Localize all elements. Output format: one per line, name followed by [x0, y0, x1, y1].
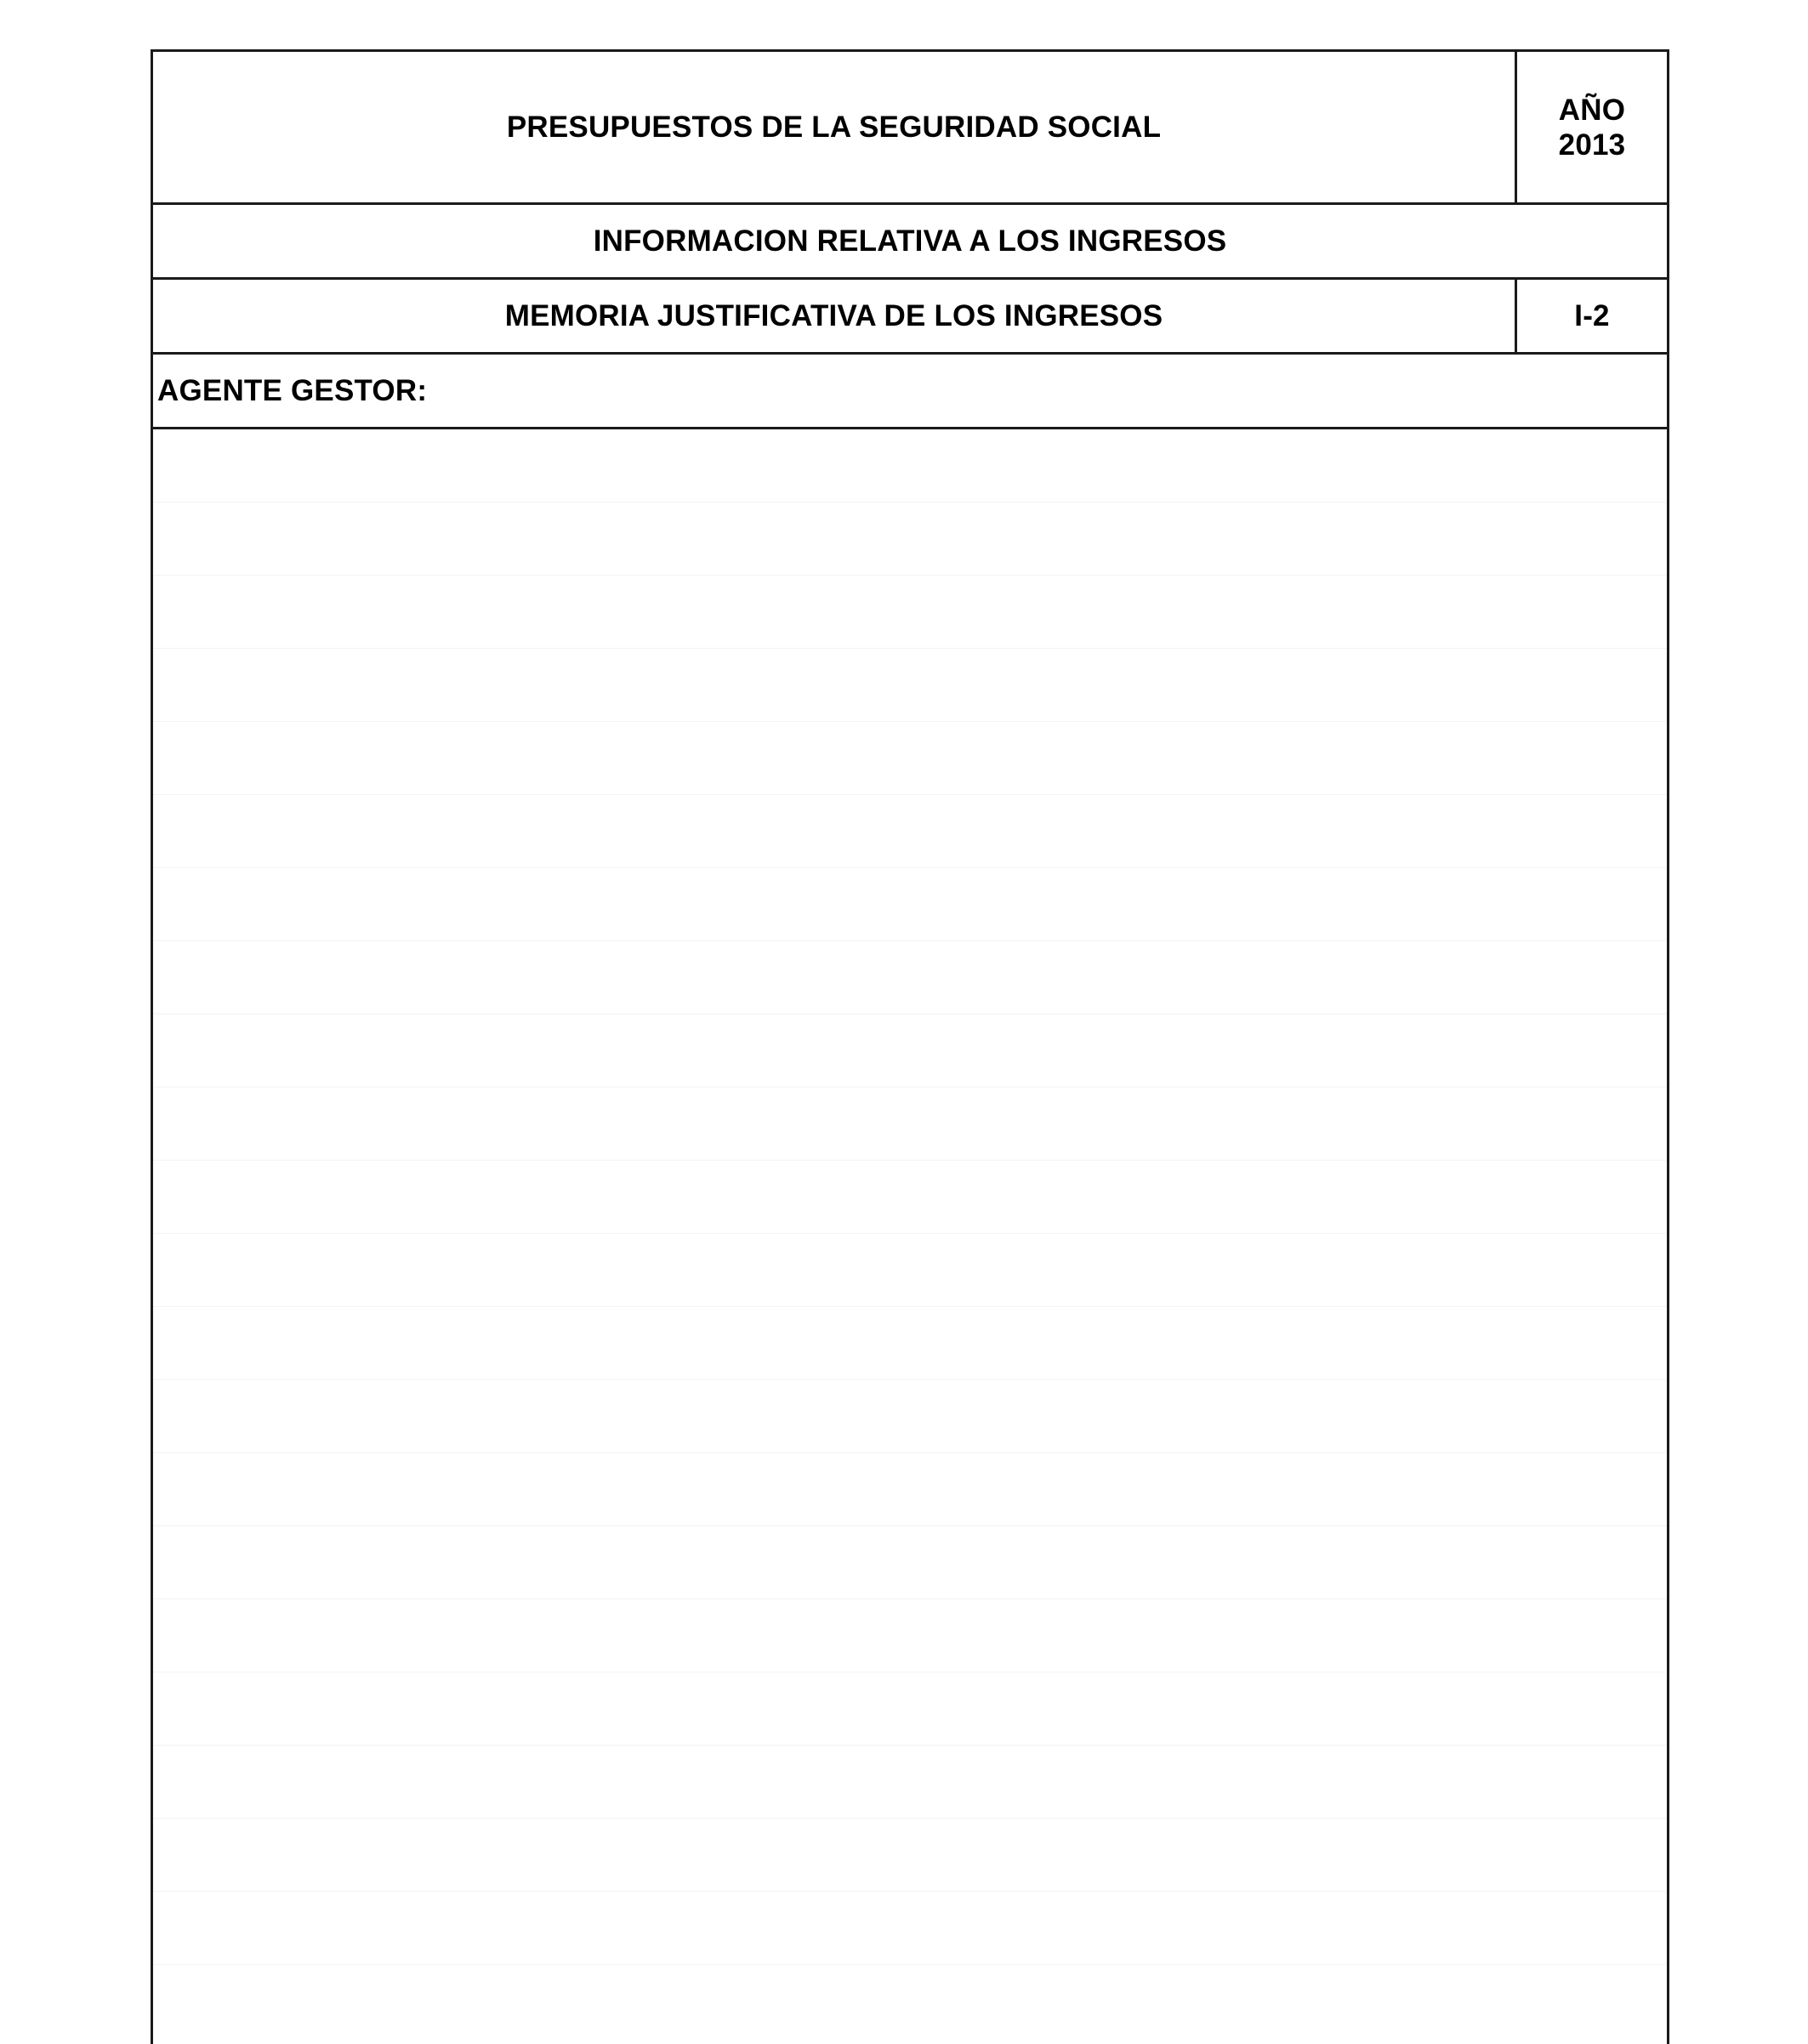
memo-row [153, 280, 1667, 355]
row-divider [153, 794, 1667, 795]
row-divider [153, 721, 1667, 722]
row-divider [153, 1233, 1667, 1234]
section-title: INFORMACION RELATIVA A LOS INGRESOS [593, 224, 1227, 258]
row-divider [153, 1525, 1667, 1526]
row-divider [153, 1891, 1667, 1892]
row-divider [153, 1452, 1667, 1453]
row-divider [153, 1160, 1667, 1161]
row-divider [153, 1379, 1667, 1380]
row-divider [153, 1598, 1667, 1599]
header-row [153, 52, 1667, 205]
form-code: I-2 [1515, 280, 1667, 352]
memo-title: MEMORIA JUSTIFICATIVA DE LOS INGRESOS [504, 298, 1163, 332]
year-block [1559, 93, 1626, 162]
year-cell [1515, 52, 1667, 202]
memo-body-area [153, 429, 1667, 2044]
row-divider [153, 575, 1667, 576]
row-divider [153, 1013, 1667, 1014]
year-label: AÑO [1558, 93, 1626, 127]
page-title: PRESUPUESTOS DE LA SEGURIDAD SOCIAL [506, 110, 1162, 144]
year-value: 2013 [1558, 128, 1626, 162]
row-divider [153, 1964, 1667, 1965]
budget-form-page [151, 49, 1669, 2044]
row-divider [153, 867, 1667, 868]
row-divider [153, 1745, 1667, 1746]
agent-row [153, 355, 1667, 429]
row-divider [153, 1306, 1667, 1307]
row-divider [153, 1818, 1667, 1819]
section-row [153, 205, 1667, 280]
row-divider [153, 648, 1667, 649]
row-divider [153, 940, 1667, 941]
agent-label: AGENTE GESTOR: [157, 373, 428, 407]
